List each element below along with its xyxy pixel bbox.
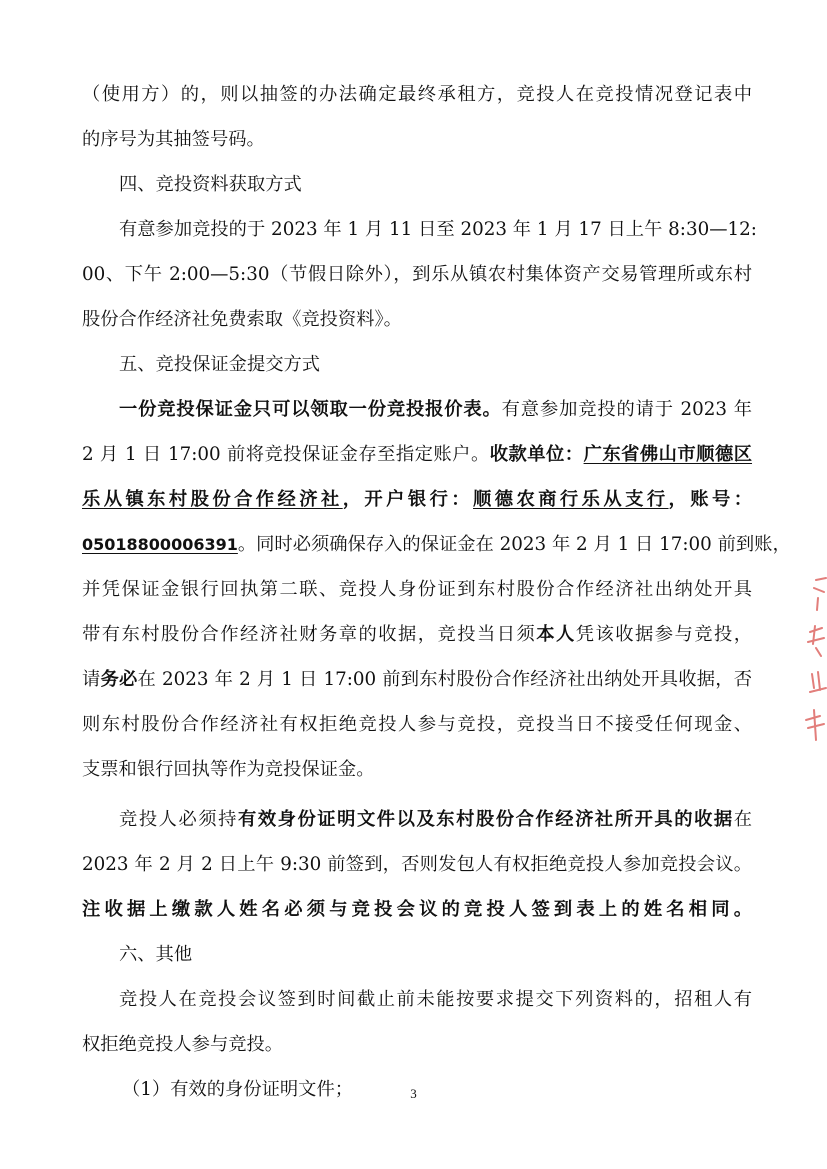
deposit-rule: 一份竞投保证金只可以领取一份竞投报价表。 [119, 399, 502, 420]
account-number: 05018800006391 [82, 535, 238, 554]
section-heading: 四、竞投资料获取方式 [119, 174, 302, 195]
body-line: 的序号为其抽签号码。 [82, 129, 265, 150]
deposit-line-2 [82, 443, 752, 467]
deposit-line-8: 则东村股份合作经济社有权拒绝竞投人参与竞投，竞投当日不接受任何现金、 [82, 714, 752, 735]
deposit-text: 。同时必须确保存入的保证金在 2023 年 2 月 1 日 17:00 前到账， [237, 534, 791, 555]
account-label: ，账号： [668, 489, 753, 510]
section-heading: 五、竞投保证金提交方式 [119, 354, 321, 375]
deposit-line-1 [119, 398, 752, 422]
name-match-note: 注收据上缴款人姓名必须与竞投会议的竞投人签到表上的姓名相同。 [82, 899, 752, 920]
emphasis-self: 本人 [536, 624, 576, 645]
signin-text: 在 [733, 809, 753, 830]
list-item: （1）有效的身份证明文件； [122, 1079, 354, 1100]
deposit-text: 请 [82, 669, 101, 690]
payee-name: 广东省佛山市顺德区 [583, 444, 753, 465]
bank-name: 顺德农商行乐从支行 [473, 489, 669, 510]
seal-stamp-fragment [796, 570, 827, 750]
deposit-line-9: 支票和银行回执等作为竞投保证金。 [82, 759, 375, 780]
deposit-line-7 [82, 668, 752, 692]
body-line: 有意参加竞投的于 2023 年 1 月 11 日至 2023 年 1 月 17 日上午 8:30—12: [119, 219, 757, 240]
deposit-line-5: 并凭保证金银行回执第二联、竞投人身份证到东村股份合作经济社出纳处开具 [82, 579, 752, 600]
signin-line-2: 2023 年 2 月 2 日上午 9:30 前签到，否则发包人有权拒绝竞投人参加竞投会议。 [82, 854, 752, 875]
deposit-text: 凭该收据参与竞投， [575, 624, 753, 645]
body-line: 股份合作经济社免费索取《竞投资料》。 [82, 309, 402, 330]
signin-text: 竞投人必须持 [119, 809, 238, 830]
payee-label: 收款单位： [489, 444, 584, 465]
body-line: （使用方）的，则以抽签的办法确定最终承租方，竞投人在竞投情况登记表中 [82, 84, 752, 105]
emphasis-must: 务必 [100, 669, 138, 690]
required-documents: 有效身份证明文件以及东村股份合作经济社所开具的收据 [237, 809, 734, 830]
deposit-line-3 [82, 488, 752, 512]
deposit-text: 在 2023 年 2 月 1 日 17:00 前到东村股份合作经济社出纳处开具收据，否 [137, 669, 752, 690]
body-line: 竞投人在竞投会议签到时间截止前未能按要求提交下列资料的，招租人有 [119, 989, 752, 1010]
page-number: 3 [410, 1086, 417, 1101]
body-line: 权拒绝竞投人参与竞投。 [82, 1034, 284, 1055]
deposit-text: 带有东村股份合作经济社财务章的收据，竞投当日须 [82, 624, 537, 645]
deposit-line-4 [82, 533, 791, 557]
signin-line-1 [119, 808, 752, 832]
deposit-text: 有意参加竞投的请于 2023 年 [501, 399, 753, 420]
body-line: 00、下午 2:00—5:30（节假日除外），到乐从镇农村集体资产交易管理所或东村 [82, 264, 752, 285]
deposit-text: 2 月 1 日 17:00 前将竞投保证金存至指定账户。 [82, 444, 490, 465]
deposit-line-6 [82, 623, 752, 647]
bank-label: ，开户银行： [342, 489, 474, 510]
section-heading: 六、其他 [119, 944, 193, 965]
payee-name: 乐从镇东村股份合作经济社 [82, 489, 343, 510]
